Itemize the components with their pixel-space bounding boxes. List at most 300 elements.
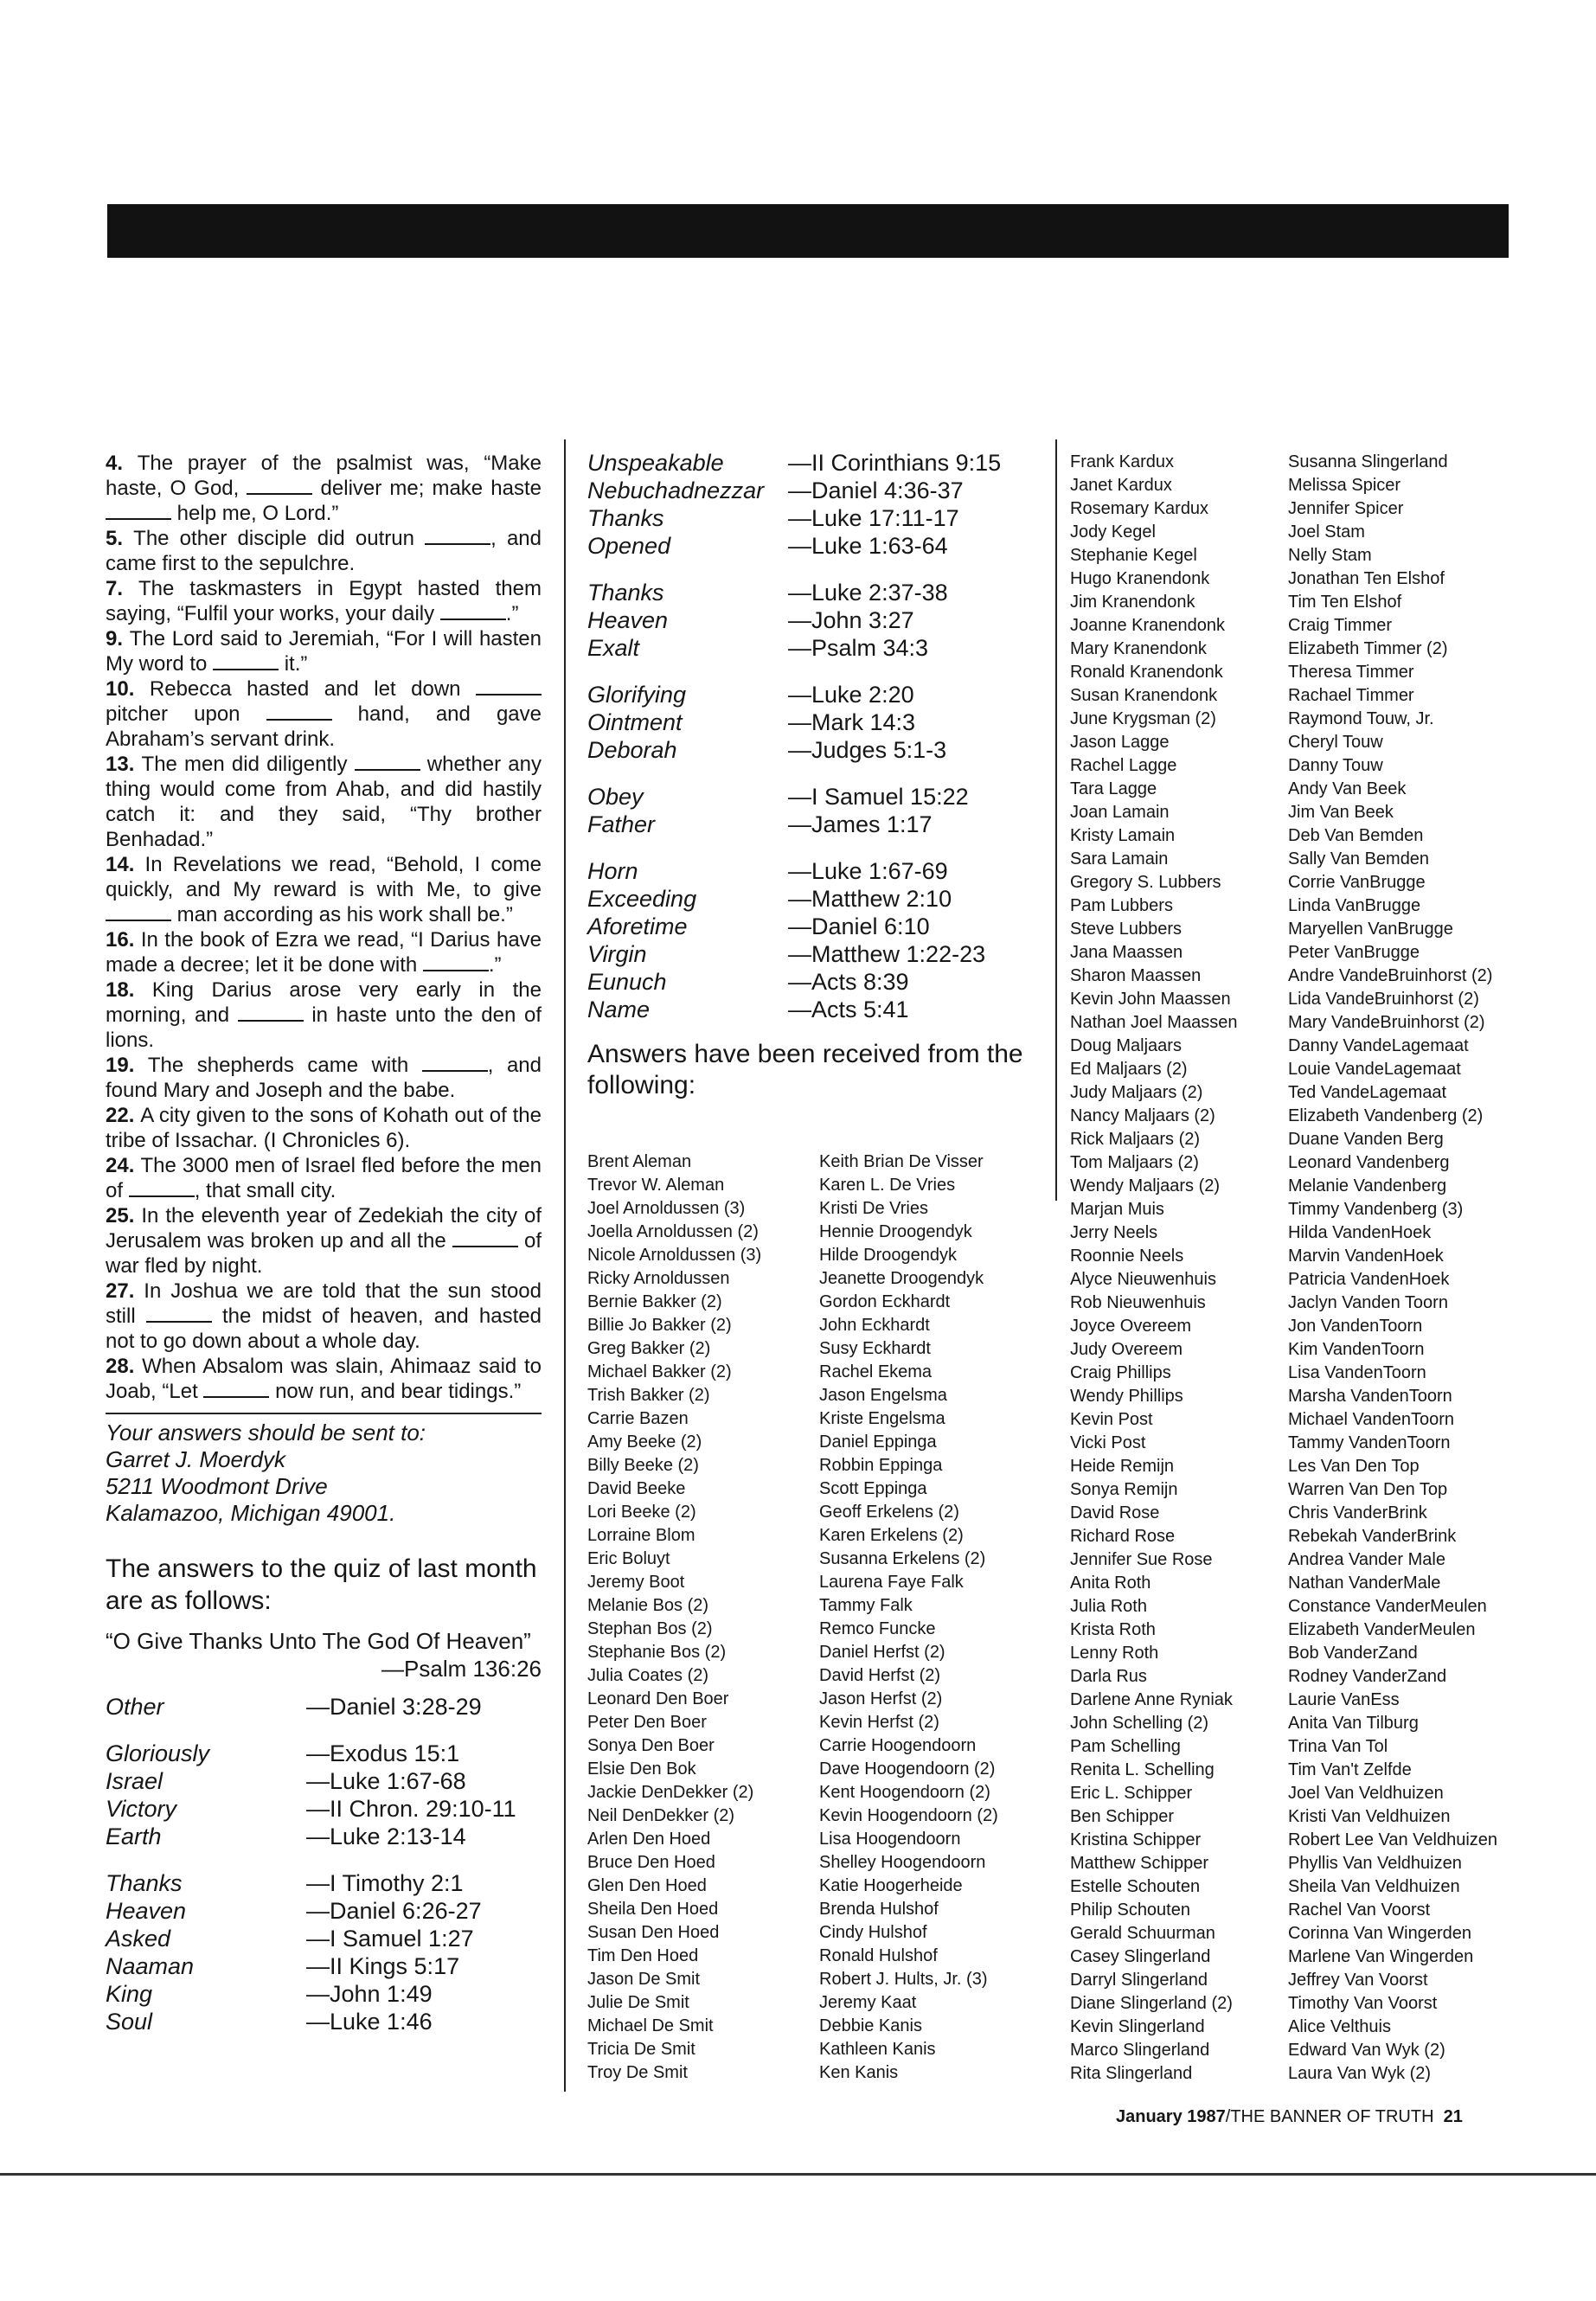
- respondent-name: Kristi De Vries: [819, 1199, 928, 1218]
- respondent-name: Darlene Anne Ryniak: [1070, 1690, 1233, 1709]
- respondent-name: Janet Kardux: [1070, 476, 1172, 495]
- respondent-name: Cheryl Touw: [1288, 733, 1383, 752]
- answer-reference: —Daniel 4:36-37: [788, 478, 964, 503]
- answer-row: [587, 606, 1054, 634]
- question-number: 16.: [106, 928, 141, 952]
- question-text: in haste unto the den of lions.: [106, 1003, 542, 1052]
- question-item: [106, 1203, 542, 1279]
- question-number: 4.: [106, 452, 138, 475]
- answer-word: Asked: [106, 1926, 171, 1952]
- respondent-name: Kevin Herfst (2): [819, 1713, 939, 1732]
- respondent-name: Marjan Muis: [1070, 1200, 1164, 1219]
- answer-word: Earth: [106, 1823, 162, 1849]
- answer-row: [106, 1925, 542, 1952]
- respondent-name: Kristy Lamain: [1070, 826, 1176, 845]
- respondent-name: Kristina Schipper: [1070, 1830, 1202, 1849]
- respondent-name: Tricia De Smit: [587, 2040, 695, 2059]
- question-text: Rebecca hasted and let down: [149, 677, 477, 701]
- answer-reference: —II Kings 5:17: [306, 1953, 460, 1979]
- respondent-name: Mary Kranendonk: [1070, 639, 1207, 658]
- respondent-name: Ricky Arnoldussen: [587, 1269, 730, 1288]
- respondent-name: Tammy VandenToorn: [1288, 1433, 1451, 1452]
- page-number: 21: [1443, 2107, 1463, 2126]
- respondent-name: Craig Phillips: [1070, 1363, 1171, 1382]
- respondent-name: Rachel Lagge: [1070, 756, 1177, 775]
- respondent-name: Raymond Touw, Jr.: [1288, 709, 1434, 728]
- send-to-street: 5211 Woodmont Drive: [106, 1473, 328, 1499]
- respondent-name: Judy Overeem: [1070, 1340, 1183, 1359]
- respondent-name: Jeremy Kaat: [819, 1993, 917, 2012]
- respondent-name: Leonard Den Boer: [587, 1689, 729, 1708]
- question-text: now run, and bear tidings.”: [269, 1380, 522, 1403]
- respondent-name: Gregory S. Lubbers: [1070, 873, 1221, 892]
- question-text: of war fled by night.: [106, 1229, 542, 1278]
- answer-reference: —Psalm 34:3: [788, 635, 929, 661]
- answer-row: [106, 1869, 542, 1897]
- last-month-heading: The answers to the quiz of last month are as follows:: [106, 1554, 537, 1615]
- answer-blank-line: [106, 904, 171, 921]
- answer-group-gap: [106, 1721, 542, 1740]
- respondent-name: Linda VanBrugge: [1288, 896, 1421, 915]
- respondent-name: Renita L. Schelling: [1070, 1760, 1215, 1779]
- answer-word: Gloriously: [106, 1740, 210, 1766]
- question-text: pitcher upon: [106, 702, 266, 726]
- answer-reference: —Luke 1:46: [306, 2009, 433, 2035]
- question-text: The taskmasters in Egypt hasted them saying, “Fulfil your works, your daily: [106, 577, 542, 625]
- answer-word: Opened: [587, 533, 671, 559]
- respondent-name: Michael VandenToorn: [1288, 1410, 1454, 1429]
- respondent-name: Krista Roth: [1070, 1620, 1156, 1639]
- answer-blank-line: [146, 1305, 212, 1323]
- names-column-4: [1288, 451, 1565, 2086]
- question-number: 22.: [106, 1104, 141, 1127]
- respondent-name: David Beeke: [587, 1479, 686, 1498]
- respondent-name: Maryellen VanBrugge: [1288, 920, 1453, 939]
- answer-word: King: [106, 1981, 153, 2007]
- question-number: 9.: [106, 627, 130, 651]
- answer-word: Horn: [587, 858, 638, 884]
- answer-reference: —John 3:27: [788, 607, 914, 633]
- page-bottom-edge: [0, 2173, 1596, 2176]
- answer-row: [587, 885, 1054, 913]
- answer-reference: —I Timothy 2:1: [306, 1870, 464, 1896]
- respondent-name: Susanna Erkelens (2): [819, 1549, 986, 1568]
- answer-word: Heaven: [106, 1898, 187, 1924]
- answer-blank-line: [106, 503, 171, 520]
- answer-word: Naaman: [106, 1953, 195, 1979]
- question-text: , and found Mary and Joseph and the babe.: [106, 1054, 542, 1102]
- answer-word: Virgin: [587, 941, 647, 967]
- question-text: , and came first to the sepulchre.: [106, 527, 542, 575]
- answer-blank-line: [476, 678, 542, 695]
- question-text: the midst of heaven, and hasted not to go down about a whole day.: [106, 1304, 542, 1353]
- respondent-name: Jaclyn Vanden Toorn: [1288, 1293, 1448, 1312]
- respondent-name: Susan Den Hoed: [587, 1923, 720, 1942]
- answer-group-gap: [587, 662, 1054, 681]
- respondent-name: Doug Maljaars: [1070, 1036, 1182, 1055]
- respondent-name: Brenda Hulshof: [819, 1900, 939, 1919]
- answer-row: [106, 1980, 542, 2008]
- respondent-name: Diane Slingerland (2): [1070, 1994, 1233, 2013]
- answer-reference: —Daniel 6:26-27: [306, 1898, 482, 1924]
- respondent-name: Craig Timmer: [1288, 616, 1393, 635]
- answer-word: Obey: [587, 784, 644, 810]
- respondent-name: Elsie Den Bok: [587, 1759, 696, 1779]
- respondent-name: Darryl Slingerland: [1070, 1971, 1208, 1990]
- respondent-name: Jody Kegel: [1070, 522, 1156, 542]
- question-item: [106, 526, 542, 576]
- question-text: In Joshua we are told that the sun stood still: [106, 1279, 542, 1328]
- respondent-name: Rob Nieuwenhuis: [1070, 1293, 1206, 1312]
- respondent-name: Cindy Hulshof: [819, 1923, 927, 1942]
- answer-blank-line: [129, 1180, 195, 1197]
- answer-blank-line: [422, 1054, 488, 1072]
- respondent-name: Laura Van Wyk (2): [1288, 2064, 1432, 2083]
- respondent-name: Elizabeth VanderMeulen: [1288, 1620, 1476, 1639]
- question-item: [106, 852, 542, 927]
- respondent-name: Matthew Schipper: [1070, 1854, 1209, 1873]
- respondent-name: Kristi Van Veldhuizen: [1288, 1807, 1451, 1826]
- respondent-name: Arlen Den Hoed: [587, 1830, 711, 1849]
- question-text: A city given to the sons of Kohath out of the tribe of Issachar. (I Chronicles 6).: [106, 1104, 542, 1152]
- answer-row: [587, 913, 1054, 940]
- respondent-name: Estelle Schouten: [1070, 1877, 1201, 1896]
- respondent-name: Jason Lagge: [1070, 733, 1170, 752]
- answer-reference: —Luke 1:67-68: [306, 1768, 466, 1794]
- respondent-name: Hilda VandenHoek: [1288, 1223, 1432, 1242]
- respondent-name: Bernie Bakker (2): [587, 1292, 722, 1311]
- respondent-name: Nathan VanderMale: [1288, 1574, 1441, 1593]
- respondent-name: Tim Van't Zelfde: [1288, 1760, 1412, 1779]
- respondent-name: Sharon Maassen: [1070, 966, 1202, 985]
- answer-reference: —Matthew 2:10: [788, 886, 952, 912]
- question-list: [106, 451, 542, 1404]
- answer-blank-line: [203, 1381, 269, 1398]
- respondent-name: Greg Bakker (2): [587, 1339, 711, 1358]
- respondent-name: Gerald Schuurman: [1070, 1924, 1215, 1943]
- header-banner-bar: [107, 204, 1509, 258]
- answer-word: Nebuchadnezzar: [587, 478, 765, 503]
- question-item: [106, 676, 542, 752]
- question-number: 10.: [106, 677, 150, 701]
- question-number: 18.: [106, 978, 152, 1002]
- respondent-name: Peter VanBrugge: [1288, 943, 1420, 962]
- answer-row: [106, 1740, 542, 1767]
- respondent-name: Trevor W. Aleman: [587, 1176, 725, 1195]
- answer-row: [587, 857, 1054, 885]
- footer-publication: /THE BANNER OF TRUTH: [1225, 2107, 1434, 2126]
- answer-reference: —Luke 17:11-17: [788, 505, 959, 531]
- question-number: 28.: [106, 1355, 143, 1378]
- respondent-name: Katie Hoogerheide: [819, 1876, 963, 1895]
- respondent-name: Andy Van Beek: [1288, 779, 1407, 798]
- respondent-name: Roonnie Neels: [1070, 1247, 1184, 1266]
- respondent-name: Julia Roth: [1070, 1597, 1147, 1616]
- question-item: [106, 1103, 542, 1153]
- respondent-name: Phyllis Van Veldhuizen: [1288, 1854, 1462, 1873]
- respondent-name: Susanna Slingerland: [1288, 452, 1448, 471]
- respondent-name: Robert J. Hults, Jr. (3): [819, 1970, 988, 1989]
- respondent-name: Sheila Van Veldhuizen: [1288, 1877, 1460, 1896]
- respondent-name: Richard Rose: [1070, 1527, 1176, 1546]
- answer-reference: —Luke 1:67-69: [788, 858, 948, 884]
- answer-reference: —Matthew 1:22-23: [788, 941, 986, 967]
- respondent-name: Pam Lubbers: [1070, 896, 1173, 915]
- respondent-name: Nicole Arnoldussen (3): [587, 1246, 762, 1265]
- question-number: 14.: [106, 853, 145, 876]
- send-to-city: Kalamazoo, Michigan 49001.: [106, 1500, 396, 1526]
- respondent-name: Eric Boluyt: [587, 1549, 670, 1568]
- respondent-name: Les Van Den Top: [1288, 1457, 1420, 1476]
- respondent-name: Nathan Joel Maassen: [1070, 1013, 1238, 1032]
- question-text: man according as his work shall be.”: [171, 903, 513, 926]
- question-item: [106, 1053, 542, 1103]
- received-heading: Answers have been received from the following:: [587, 1040, 1023, 1099]
- answer-row: [106, 2008, 542, 2035]
- respondent-name: Laurie VanEss: [1288, 1690, 1400, 1709]
- answer-row: [587, 681, 1054, 708]
- answer-row: [587, 940, 1054, 968]
- answer-word: Israel: [106, 1768, 163, 1794]
- answer-reference: —II Corinthians 9:15: [788, 450, 1002, 476]
- answers-list-second: [587, 449, 1054, 1023]
- respondent-name: Jon VandenToorn: [1288, 1317, 1423, 1336]
- answer-blank-line: [238, 1004, 304, 1022]
- respondent-name: Rita Slingerland: [1070, 2064, 1193, 2083]
- question-number: 7.: [106, 577, 138, 600]
- respondent-name: Andrea Vander Male: [1288, 1550, 1445, 1569]
- respondent-name: Shelley Hoogendoorn: [819, 1853, 986, 1872]
- respondent-name: Jackie DenDekker (2): [587, 1783, 754, 1802]
- answer-word: Exalt: [587, 635, 640, 661]
- respondent-name: Leonard Vandenberg: [1288, 1153, 1450, 1172]
- answer-blank-line: [266, 703, 332, 721]
- question-text: deliver me; make haste: [312, 477, 542, 500]
- question-item: [106, 927, 542, 977]
- respondent-name: Ronald Kranendonk: [1070, 663, 1223, 682]
- answer-reference: —Exodus 15:1: [306, 1740, 460, 1766]
- respondent-name: Tim Den Hoed: [587, 1946, 699, 1965]
- answer-blank-line: [213, 653, 279, 670]
- answer-reference: —Luke 1:63-64: [788, 533, 948, 559]
- answer-row: [587, 449, 1054, 477]
- respondent-name: Tara Lagge: [1070, 779, 1157, 798]
- respondent-name: Jason De Smit: [587, 1970, 701, 1989]
- question-number: 13.: [106, 753, 142, 776]
- respondent-name: Jim Kranendonk: [1070, 593, 1195, 612]
- answer-row: [106, 1823, 542, 1850]
- answer-blank-line: [425, 528, 490, 545]
- respondent-name: Kevin Hoogendoorn (2): [819, 1806, 998, 1825]
- respondent-name: Kim VandenToorn: [1288, 1340, 1425, 1359]
- respondent-name: Jason Herfst (2): [819, 1689, 943, 1708]
- respondent-name: Karen L. De Vries: [819, 1176, 956, 1195]
- respondent-name: Joanne Kranendonk: [1070, 616, 1226, 635]
- respondent-name: Jason Engelsma: [819, 1386, 947, 1405]
- respondent-name: Jim Van Beek: [1288, 803, 1394, 822]
- answer-reference: —II Chron. 29:10-11: [306, 1796, 516, 1822]
- respondent-name: Lisa Hoogendoorn: [819, 1830, 961, 1849]
- answer-row: [587, 783, 1054, 811]
- respondent-name: John Schelling (2): [1070, 1714, 1209, 1733]
- respondent-name: Wendy Phillips: [1070, 1387, 1183, 1406]
- answer-reference: —Daniel 3:28-29: [306, 1694, 482, 1720]
- quiz-theme-reference: —Psalm 136:26: [381, 1656, 542, 1682]
- answer-word: Father: [587, 811, 656, 837]
- respondent-name: Ken Kanis: [819, 2063, 899, 2082]
- answer-row: [106, 1897, 542, 1925]
- answer-reference: —James 1:17: [788, 811, 933, 837]
- respondent-name: Rick Maljaars (2): [1070, 1130, 1201, 1149]
- answer-word: Aforetime: [587, 913, 688, 939]
- question-text: it.”: [279, 652, 308, 676]
- respondent-name: Ed Maljaars (2): [1070, 1060, 1188, 1079]
- respondent-name: Jeffrey Van Voorst: [1288, 1971, 1428, 1990]
- respondent-name: Lorraine Blom: [587, 1526, 695, 1545]
- respondent-name: Warren Van Den Top: [1288, 1480, 1448, 1499]
- respondent-name: Stephan Bos (2): [587, 1619, 713, 1638]
- respondent-name: Rebekah VanderBrink: [1288, 1527, 1457, 1546]
- question-number: 5.: [106, 527, 134, 550]
- respondent-name: Brent Aleman: [587, 1152, 692, 1171]
- respondent-name: Laurena Faye Falk: [819, 1573, 964, 1592]
- respondent-name: Rodney VanderZand: [1288, 1667, 1447, 1686]
- respondent-name: Chris VanderBrink: [1288, 1503, 1427, 1522]
- respondent-name: Geoff Erkelens (2): [819, 1503, 959, 1522]
- page-footer: [1116, 2107, 1463, 2127]
- respondent-name: Hilde Droogendyk: [819, 1246, 957, 1265]
- answer-reference: —Acts 8:39: [788, 969, 909, 995]
- respondent-name: Scott Eppinga: [819, 1479, 927, 1498]
- question-number: 27.: [106, 1279, 144, 1303]
- answer-reference: —Luke 2:37-38: [788, 580, 948, 606]
- question-item: [106, 752, 542, 852]
- respondent-name: Alyce Nieuwenhuis: [1070, 1270, 1216, 1289]
- respondent-name: Bruce Den Hoed: [587, 1853, 715, 1872]
- respondent-name: Trina Van Tol: [1288, 1737, 1388, 1756]
- question-text: help me, O Lord.”: [171, 502, 339, 525]
- answer-word: Victory: [106, 1796, 177, 1822]
- respondent-name: Corinna Van Wingerden: [1288, 1924, 1471, 1943]
- answer-word: Thanks: [587, 505, 664, 531]
- question-item: [106, 1153, 542, 1203]
- answer-row: [587, 634, 1054, 662]
- respondent-name: Sonya Den Boer: [587, 1736, 715, 1755]
- respondent-name: Hennie Droogendyk: [819, 1222, 972, 1241]
- respondent-name: Kevin Slingerland: [1070, 2017, 1205, 2036]
- respondent-name: Kathleen Kanis: [819, 2040, 936, 2059]
- respondent-name: Melanie Vandenberg: [1288, 1176, 1447, 1195]
- respondent-name: Amy Beeke (2): [587, 1433, 702, 1452]
- quiz-theme: “O Give Thanks Unto The God Of Heaven”: [106, 1628, 531, 1654]
- respondent-name: Kevin Post: [1070, 1410, 1153, 1429]
- question-item: [106, 1354, 542, 1404]
- question-text: The shepherds came with: [147, 1054, 422, 1077]
- respondent-name: Tom Maljaars (2): [1070, 1153, 1199, 1172]
- answer-group-gap: [587, 838, 1054, 857]
- respondent-name: Anita Van Tilburg: [1288, 1714, 1419, 1733]
- respondent-name: Jana Maassen: [1070, 943, 1183, 962]
- question-text: The Lord said to Jeremiah, “For I will hasten My word to: [106, 627, 542, 676]
- respondent-name: Sheila Den Hoed: [587, 1900, 719, 1919]
- answer-group-gap: [587, 764, 1054, 783]
- respondent-name: Joel Stam: [1288, 522, 1365, 542]
- answer-reference: —Luke 2:20: [788, 682, 914, 708]
- respondent-name: Pam Schelling: [1070, 1737, 1181, 1756]
- question-item: [106, 576, 542, 626]
- respondent-name: Joyce Overeem: [1070, 1317, 1192, 1336]
- respondent-name: Karen Erkelens (2): [819, 1526, 964, 1545]
- respondent-name: Lenny Roth: [1070, 1644, 1159, 1663]
- respondent-name: Ted VandeLagemaat: [1288, 1083, 1447, 1102]
- respondent-name: John Eckhardt: [819, 1316, 930, 1335]
- answer-reference: —Daniel 6:10: [788, 913, 930, 939]
- answer-group-gap: [106, 1850, 542, 1869]
- respondent-name: Sara Lamain: [1070, 849, 1169, 868]
- question-text: The prayer of the psalmist was, “Make haste, O God,: [106, 452, 542, 500]
- answer-reference: —Luke 2:13-14: [306, 1823, 466, 1849]
- respondent-name: Timothy Van Voorst: [1288, 1994, 1438, 2013]
- respondent-name: Tammy Falk: [819, 1596, 913, 1615]
- respondent-name: Troy De Smit: [587, 2063, 688, 2082]
- respondent-name: Keith Brian De Visser: [819, 1152, 984, 1171]
- footer-date: January 1987: [1116, 2107, 1226, 2126]
- names-column-2: [819, 1150, 1070, 2085]
- answer-blank-line: [423, 954, 489, 971]
- answer-row: [587, 532, 1054, 560]
- respondent-name: Rosemary Kardux: [1070, 499, 1209, 518]
- column-divider-right: [1055, 439, 1057, 1201]
- respondent-name: Heide Remijn: [1070, 1457, 1175, 1476]
- respondent-name: Jeanette Droogendyk: [819, 1269, 984, 1288]
- respondent-name: Marsha VandenToorn: [1288, 1387, 1452, 1406]
- respondent-name: Andre VandeBruinhorst (2): [1288, 966, 1493, 985]
- respondent-name: Billie Jo Bakker (2): [587, 1316, 732, 1335]
- answers-column: [587, 449, 1054, 1101]
- respondent-name: Marlene Van Wingerden: [1288, 1947, 1474, 1966]
- question-text: whether any thing would come from Ahab, and did hastily catch it: and they said, “Thy brother Benhadad.”: [106, 753, 542, 851]
- answer-word: Thanks: [106, 1870, 183, 1896]
- respondent-name: Tim Ten Elshof: [1288, 593, 1402, 612]
- answer-row: [587, 504, 1054, 532]
- respondent-name: Jennifer Sue Rose: [1070, 1550, 1213, 1569]
- question-text: In Revelations we read, “Behold, I come quickly, and My reward is with Me, to give: [106, 853, 542, 901]
- respondent-name: Daniel Herfst (2): [819, 1643, 945, 1662]
- question-number: 25.: [106, 1204, 142, 1227]
- respondent-name: Ben Schipper: [1070, 1807, 1175, 1826]
- respondent-name: Jerry Neels: [1070, 1223, 1158, 1242]
- respondent-name: June Krygsman (2): [1070, 709, 1216, 728]
- answer-blank-line: [247, 478, 312, 495]
- answer-word: Deborah: [587, 737, 677, 763]
- respondent-name: Julie De Smit: [587, 1993, 689, 2012]
- respondent-name: Stephanie Kegel: [1070, 546, 1197, 565]
- respondent-name: Edward Van Wyk (2): [1288, 2041, 1445, 2060]
- answer-row: [587, 579, 1054, 606]
- question-text: In the eleventh year of Zedekiah the city of Jerusalem was broken up and all the: [106, 1204, 542, 1253]
- question-item: [106, 626, 542, 676]
- respondent-name: Melissa Spicer: [1288, 476, 1401, 495]
- respondent-name: Joel Van Veldhuizen: [1288, 1784, 1444, 1803]
- answer-blank-line: [440, 603, 506, 620]
- question-text: The 3000 men of Israel fled before the men of: [106, 1154, 542, 1202]
- respondent-name: Lisa VandenToorn: [1288, 1363, 1426, 1382]
- answer-word: Ointment: [587, 709, 683, 735]
- answer-reference: —John 1:49: [306, 1981, 433, 2007]
- answer-word: Thanks: [587, 580, 664, 606]
- respondent-name: Kent Hoogendoorn (2): [819, 1783, 990, 1802]
- answer-row: [106, 1795, 542, 1823]
